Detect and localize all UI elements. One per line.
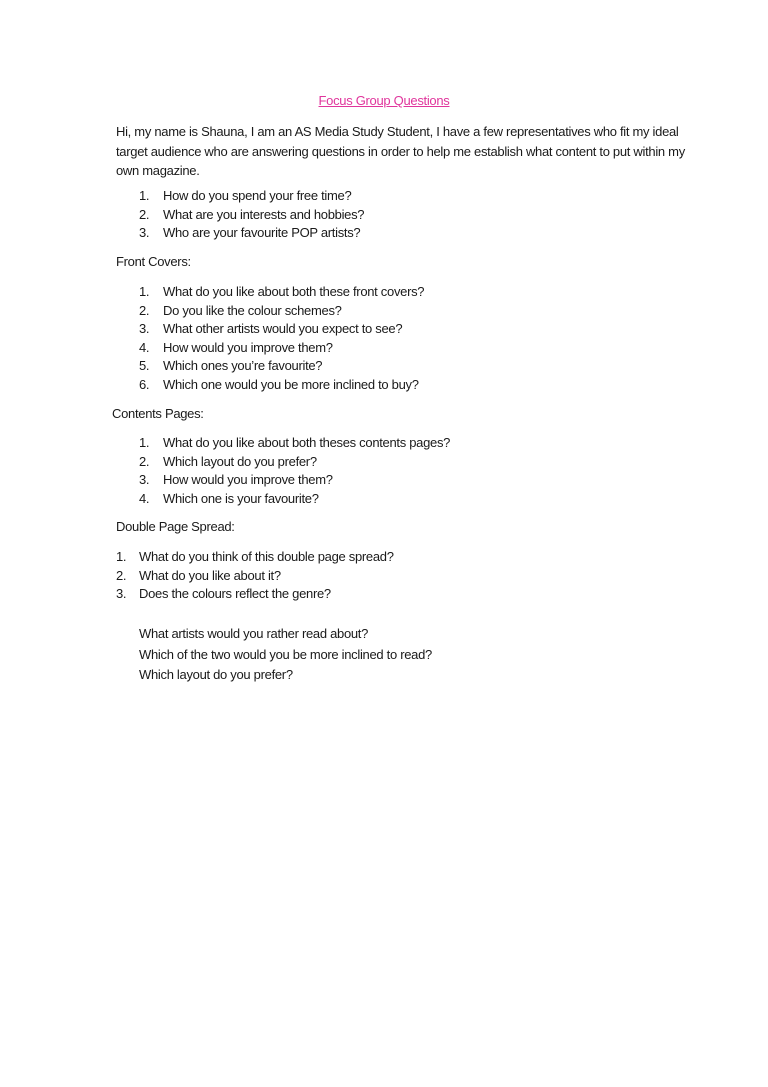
list-item: 3. What other artists would you expect to see? bbox=[139, 321, 403, 336]
list-item: 5. Which ones you’re favourite? bbox=[139, 358, 323, 373]
list-item: 3. How would you improve them? bbox=[139, 472, 333, 487]
list-item: 3. Who are your favourite POP artists? bbox=[139, 225, 361, 240]
list-item: 4. How would you improve them? bbox=[139, 339, 333, 355]
extra-question: Which of the two would you be more inclined to read? bbox=[139, 646, 432, 662]
list-item: 1. What do you like about both these front covers? bbox=[139, 284, 425, 299]
extra-questions bbox=[139, 624, 432, 686]
list-item: 4. Which one is your favourite? bbox=[139, 490, 319, 506]
extra-question: Which layout do you prefer? bbox=[139, 667, 293, 682]
general-questions-list bbox=[139, 187, 539, 243]
contents-pages-list bbox=[139, 434, 539, 508]
intro-paragraph: Hi, my name is Shauna, I am an AS Media Study Student, I have a few representatives who fit my ideal target audience who are answering questions in order to help me establish what content to put within my own magazine. bbox=[116, 124, 685, 178]
list-item: 6. Which one would you be more inclined to buy? bbox=[139, 376, 419, 392]
list-item: 2. Do you like the colour schemes? bbox=[139, 302, 342, 318]
list-item: 1. What do you like about both theses contents pages? bbox=[139, 435, 451, 450]
list-item: 1. What do you think of this double page spread? bbox=[116, 549, 394, 564]
front-covers-list bbox=[139, 283, 539, 394]
double-page-spread-list bbox=[116, 548, 516, 604]
list-item: 2. What are you interests and hobbies? bbox=[139, 206, 365, 222]
list-item: 2. What do you like about it? bbox=[116, 567, 281, 583]
list-item: 1. How do you spend your free time? bbox=[139, 188, 352, 203]
list-item: 2. Which layout do you prefer? bbox=[139, 453, 317, 469]
list-item: 3. Does the colours reflect the genre? bbox=[116, 586, 331, 601]
front-covers-heading: Front Covers: bbox=[116, 254, 191, 269]
extra-question: What artists would you rather read about? bbox=[139, 626, 369, 641]
document-title: Focus Group Questions bbox=[318, 93, 450, 108]
double-page-spread-heading: Double Page Spread: bbox=[116, 519, 235, 534]
contents-pages-heading: Contents Pages: bbox=[112, 406, 204, 421]
